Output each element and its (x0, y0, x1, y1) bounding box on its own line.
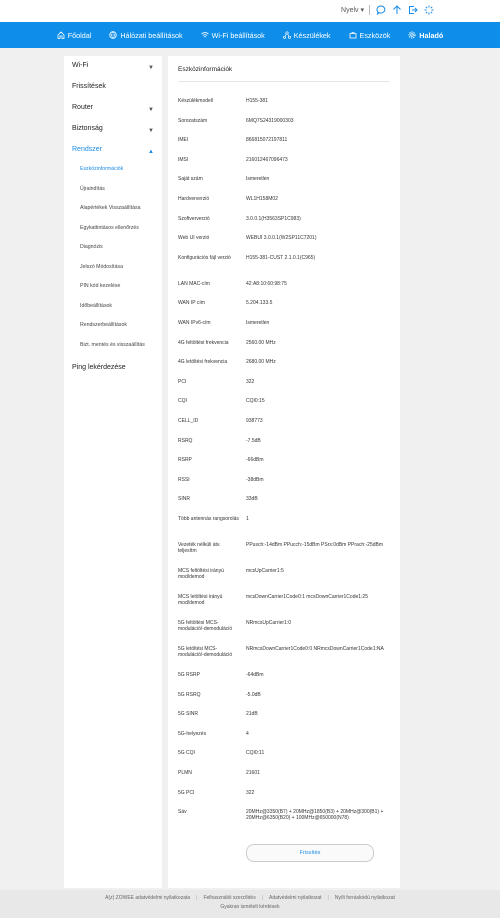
info-row-value: 216012467096473 (246, 156, 288, 163)
info-row-label: MCS letöltési irányú mod/demod (178, 594, 223, 606)
nav-network-label: Hálózati beállítások (120, 30, 183, 40)
devices-icon (283, 31, 291, 39)
info-row-value: 322 (246, 378, 255, 385)
info-row-value: -38dBm (246, 476, 264, 483)
info-row-label: Több antennás rangsorolás (178, 516, 239, 522)
info-row-label: MCS feltöltési irányú mod/demod (178, 568, 224, 580)
info-row-label: IMSI (178, 156, 189, 163)
sidebar-item-diagnosis[interactable]: Diagnózis (80, 244, 103, 250)
info-row-value: 2560.00 MHz (246, 339, 276, 346)
nav-tools[interactable] (349, 31, 391, 40)
info-row-value: 21601 (246, 770, 260, 776)
footer-link-privacy[interactable]: Adatvédelmi nyilatkozat (269, 895, 322, 901)
info-row-label: RSRP (178, 457, 192, 464)
info-row-value: WL1H158M02 (246, 196, 278, 202)
info-row-value: -5.0dB (246, 691, 261, 698)
nav-devices-label: Készülékek (293, 30, 331, 40)
logout-icon[interactable] (408, 5, 418, 15)
info-row-label: 5G letöltési MCS-moduláció/-demoduláció (178, 646, 233, 658)
info-row-label: CQI (178, 398, 187, 405)
info-row-label: Szoftververzió (178, 215, 210, 222)
divider: | (327, 895, 329, 901)
wifi-icon (201, 31, 209, 39)
info-row-label: 5G RSRP (178, 672, 200, 678)
info-row-value: 1 (246, 516, 249, 522)
loading-spinner-icon (424, 5, 434, 15)
nav-advanced-label: Haladó (419, 30, 444, 40)
info-row-label: CELL_ID (178, 418, 199, 424)
info-row-label: 4G feltöltési frekvencia (178, 339, 229, 346)
sidebar-item-one-click-check[interactable]: Egykattintásos ellenőrzés (80, 224, 139, 231)
info-row-label: LAN MAC-cím (178, 280, 210, 287)
sidebar-section-label: Wi-Fi (72, 62, 89, 69)
sidebar-section-system[interactable] (64, 143, 162, 164)
chevron-down-icon: ▼ (148, 65, 154, 71)
sidebar-item-device-info[interactable]: Eszközinformációk (80, 166, 124, 172)
info-row-label: 5G CQI (178, 750, 195, 757)
info-row-value: CQI0:11 (246, 750, 265, 757)
info-row-label: 5G feltöltési MCS-moduláció/-demoduláció (178, 620, 233, 632)
nav-home[interactable] (57, 31, 92, 40)
info-row-value: mcsDownCarrier1Code0:1 mcsDownCarrier1Code1:25 (246, 594, 368, 600)
title-divider (178, 81, 390, 82)
upload-arrow-icon[interactable] (392, 5, 402, 15)
footer-link-zowee-privacy[interactable]: A(z) ZOWEE adatvédelmi nyilatkozata (105, 895, 191, 901)
main-nav (0, 22, 500, 48)
sidebar-section-ping[interactable] (64, 361, 162, 382)
info-row-value: 4 (246, 730, 249, 737)
sidebar-item-backup-restore[interactable]: Bizt. mentés és visszaállítás (80, 341, 145, 348)
info-row-label: 4G letöltési frekvencia (178, 359, 228, 366)
sidebar (64, 56, 162, 888)
nav-advanced[interactable] (408, 31, 443, 40)
sidebar-section-router[interactable] (64, 101, 162, 122)
footer-link-user-agreement[interactable]: Felhasználói szerződés (203, 895, 256, 901)
info-row-value: -7.5dB (246, 437, 261, 444)
page-title: Eszközinformációk (178, 66, 233, 73)
info-row-value: 322 (246, 789, 255, 796)
info-row-value: Ismeretlen (246, 320, 270, 326)
sidebar-section-label: Frissítések (72, 83, 106, 90)
divider: | (261, 895, 264, 901)
info-row-value: 2680.00 MHz (246, 359, 276, 366)
info-row-label: Készülékmodell (178, 98, 214, 104)
info-row-value: PPusch:-14dBm PPucch:-15dBm PSrs:0dBm PPrach:-25dBm (246, 542, 384, 548)
info-row-value: -64dBm (246, 672, 264, 678)
info-row-label: Web UI verzió (178, 235, 210, 242)
info-row-value: CQI0:15 (246, 398, 265, 405)
nav-devices[interactable] (283, 31, 331, 40)
info-row-value: 5.204.133.5 (246, 300, 273, 307)
globe-icon (109, 31, 117, 39)
info-row-label: RSRQ (178, 437, 193, 444)
toolbox-icon (349, 31, 357, 39)
nav-network-settings[interactable] (109, 31, 182, 40)
info-row-value: NRmcsDownCarrier1Code0:0 NRmcsDownCarrier1Code1:NA (246, 646, 384, 652)
footer-links (0, 895, 500, 901)
sidebar-section-label: Router (72, 104, 94, 111)
info-row-value: -66dBm (246, 457, 264, 464)
sidebar-section-label: Biztonság (72, 125, 103, 132)
info-row-value: mcsUpCarrier1:5 (246, 568, 284, 574)
nav-home-label: Főoldal (67, 30, 92, 40)
divider: | (196, 895, 198, 901)
info-row-value: H155-381-CUST 2.1.0.1(C965) (246, 254, 316, 261)
info-row-value: WEBUI 3.0.0.1(W2SP11C7201) (246, 235, 317, 242)
sidebar-item-time-settings[interactable]: Időbeállítások (80, 302, 113, 309)
info-row-value: 33dB (246, 496, 258, 503)
info-row-label: IMEI (178, 137, 189, 144)
info-row-label: 5G SINR (178, 711, 199, 718)
footer (0, 890, 500, 918)
chevron-down-icon: ▼ (148, 128, 154, 134)
info-row-value: 3.0.0.1(H3563SP1C983) (246, 215, 301, 222)
info-row-label: 5G-helyezés (178, 730, 207, 737)
refresh-button[interactable]: Frissítés (246, 844, 374, 862)
info-row-value: 938773 (246, 418, 263, 424)
info-row-label: Saját szám (178, 176, 203, 183)
info-row-value: H155-381 (246, 98, 268, 104)
info-row-value: 21dB (246, 711, 258, 718)
info-row-label: Hardververzió (178, 196, 210, 202)
language-selector[interactable]: Nyelv ▾ (341, 7, 364, 14)
info-row-label: Sáv (178, 809, 187, 816)
info-row-value: NRmcsUpCarrier1:0 (246, 620, 292, 626)
home-icon (57, 31, 65, 39)
info-row-value: 42:A8:10:60:98:75 (246, 280, 287, 287)
top-icons (369, 5, 434, 15)
info-row-label: Vezeték nélküli átv. teljesítm (178, 542, 221, 554)
gear-icon (408, 31, 416, 39)
chat-icon[interactable] (376, 5, 386, 15)
sidebar-item-system-settings[interactable]: Rendszerbeállítások (80, 322, 128, 328)
sidebar-section-label: Ping lekérdezése (72, 364, 126, 371)
sidebar-section-wifi[interactable] (64, 59, 162, 80)
info-row-value: 866815072197811 (246, 137, 288, 144)
top-bar (0, 0, 500, 22)
footer-link-open-source[interactable]: Nyílt forráskódú nyilatkozat (334, 895, 395, 901)
info-row-value: 6MQ7S24319000303 (246, 117, 294, 124)
sidebar-section-security[interactable] (64, 122, 162, 143)
nav-tools-label: Eszközök (359, 30, 391, 40)
sidebar-section-updates[interactable] (64, 80, 162, 101)
nav-wifi-label: Wi-Fi beállítások (211, 30, 265, 40)
info-row-label: Sorozatszám (178, 117, 208, 124)
info-row-label: PLMN (178, 770, 192, 776)
info-row-label: RSSI (178, 476, 190, 483)
nav-wifi-settings[interactable] (201, 31, 265, 40)
divider (369, 5, 370, 15)
sidebar-item-pin-management[interactable]: PIN kód kezelése (80, 283, 121, 289)
info-row-label: PCI (178, 378, 187, 385)
info-row-label: WAN IPv6-cím (178, 320, 211, 326)
info-row-label: WAN IP cím (178, 300, 205, 307)
info-row-label: SINR (178, 496, 190, 503)
info-row-label: Konfigurációs fájl verzió (178, 254, 231, 261)
device-info-panel (168, 56, 400, 888)
info-row-value: Ismeretlen (246, 176, 270, 183)
sidebar-item-factory-reset[interactable]: Alapértékek Visszaállítása (80, 205, 141, 211)
info-row-value: 20MHz@3350(B7) + 20MHz@1850(B3) + 20MHz@300(B1) + 20MHz@6350(B20) + 100MHz@650000(N78) (246, 809, 384, 822)
info-row-label: 5G RSRQ (178, 691, 201, 698)
sidebar-item-reboot[interactable]: Újraindítás (80, 185, 105, 192)
footer-faq-link[interactable]: Gyakran ismételt kérdések (220, 904, 280, 910)
info-row-label: 5G PCI (178, 789, 195, 796)
chevron-up-icon: ▲ (148, 149, 154, 155)
sidebar-section-label: Rendszer (72, 146, 102, 153)
sidebar-item-change-password[interactable]: Jelszó Módosítása (80, 263, 123, 270)
chevron-down-icon: ▼ (148, 107, 154, 113)
